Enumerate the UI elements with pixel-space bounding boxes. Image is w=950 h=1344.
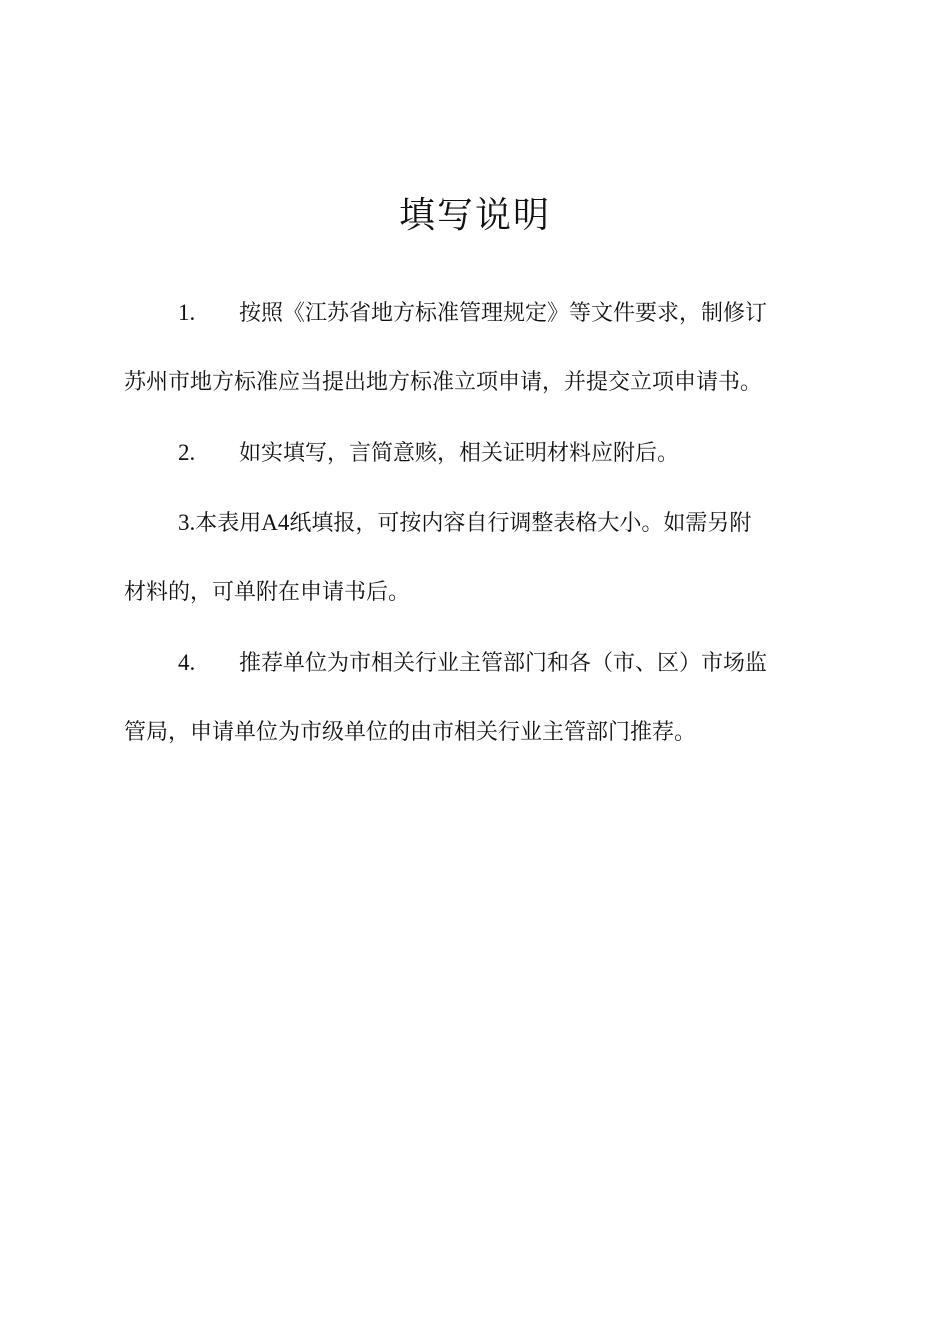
- instruction-number-4: 4.: [178, 650, 196, 675]
- instruction-text-4a: 推荐单位为市相关行业主管部门和各（市、区）市场监: [239, 651, 768, 676]
- instruction-item-1-line-2: 苏州市地方标准应当提出地方标准立项申请，并提交立项申请书。: [124, 370, 763, 395]
- instruction-number-3: 3.: [178, 510, 196, 535]
- instructions-content: [124, 278, 830, 768]
- instruction-item-4-line-1: [124, 628, 830, 698]
- instruction-item-2: [124, 418, 830, 488]
- instruction-item-3: [124, 488, 830, 628]
- document-title: 填写说明: [398, 195, 551, 237]
- instruction-text-3c: 纸填报，可按内容自行调整表格大小。如需另附: [289, 511, 752, 536]
- instruction-number-2: 2.: [178, 440, 196, 465]
- instruction-item-4: [124, 628, 830, 768]
- instruction-item-2-line-1: [124, 418, 830, 488]
- instruction-item-4-line-2: 管局，申请单位为市级单位的由市相关行业主管部门推荐。: [124, 720, 697, 745]
- instruction-item-3-line-1: [124, 488, 830, 558]
- instruction-item-3-line-2: 材料的，可单附在申请书后。: [124, 580, 411, 605]
- instruction-text-3a: 本表用: [195, 511, 262, 536]
- instruction-number-1: 1.: [178, 300, 196, 325]
- instruction-text-1a: 按照《江苏省地方标准管理规定》等文件要求，制修订: [239, 301, 768, 326]
- instruction-text-3-paper-size: A4: [261, 510, 290, 535]
- instruction-text-2a: 如实填写，言简意赅，相关证明材料应附后。: [239, 441, 680, 466]
- instruction-item-1: [124, 278, 830, 418]
- instruction-item-1-line-1: [124, 278, 830, 348]
